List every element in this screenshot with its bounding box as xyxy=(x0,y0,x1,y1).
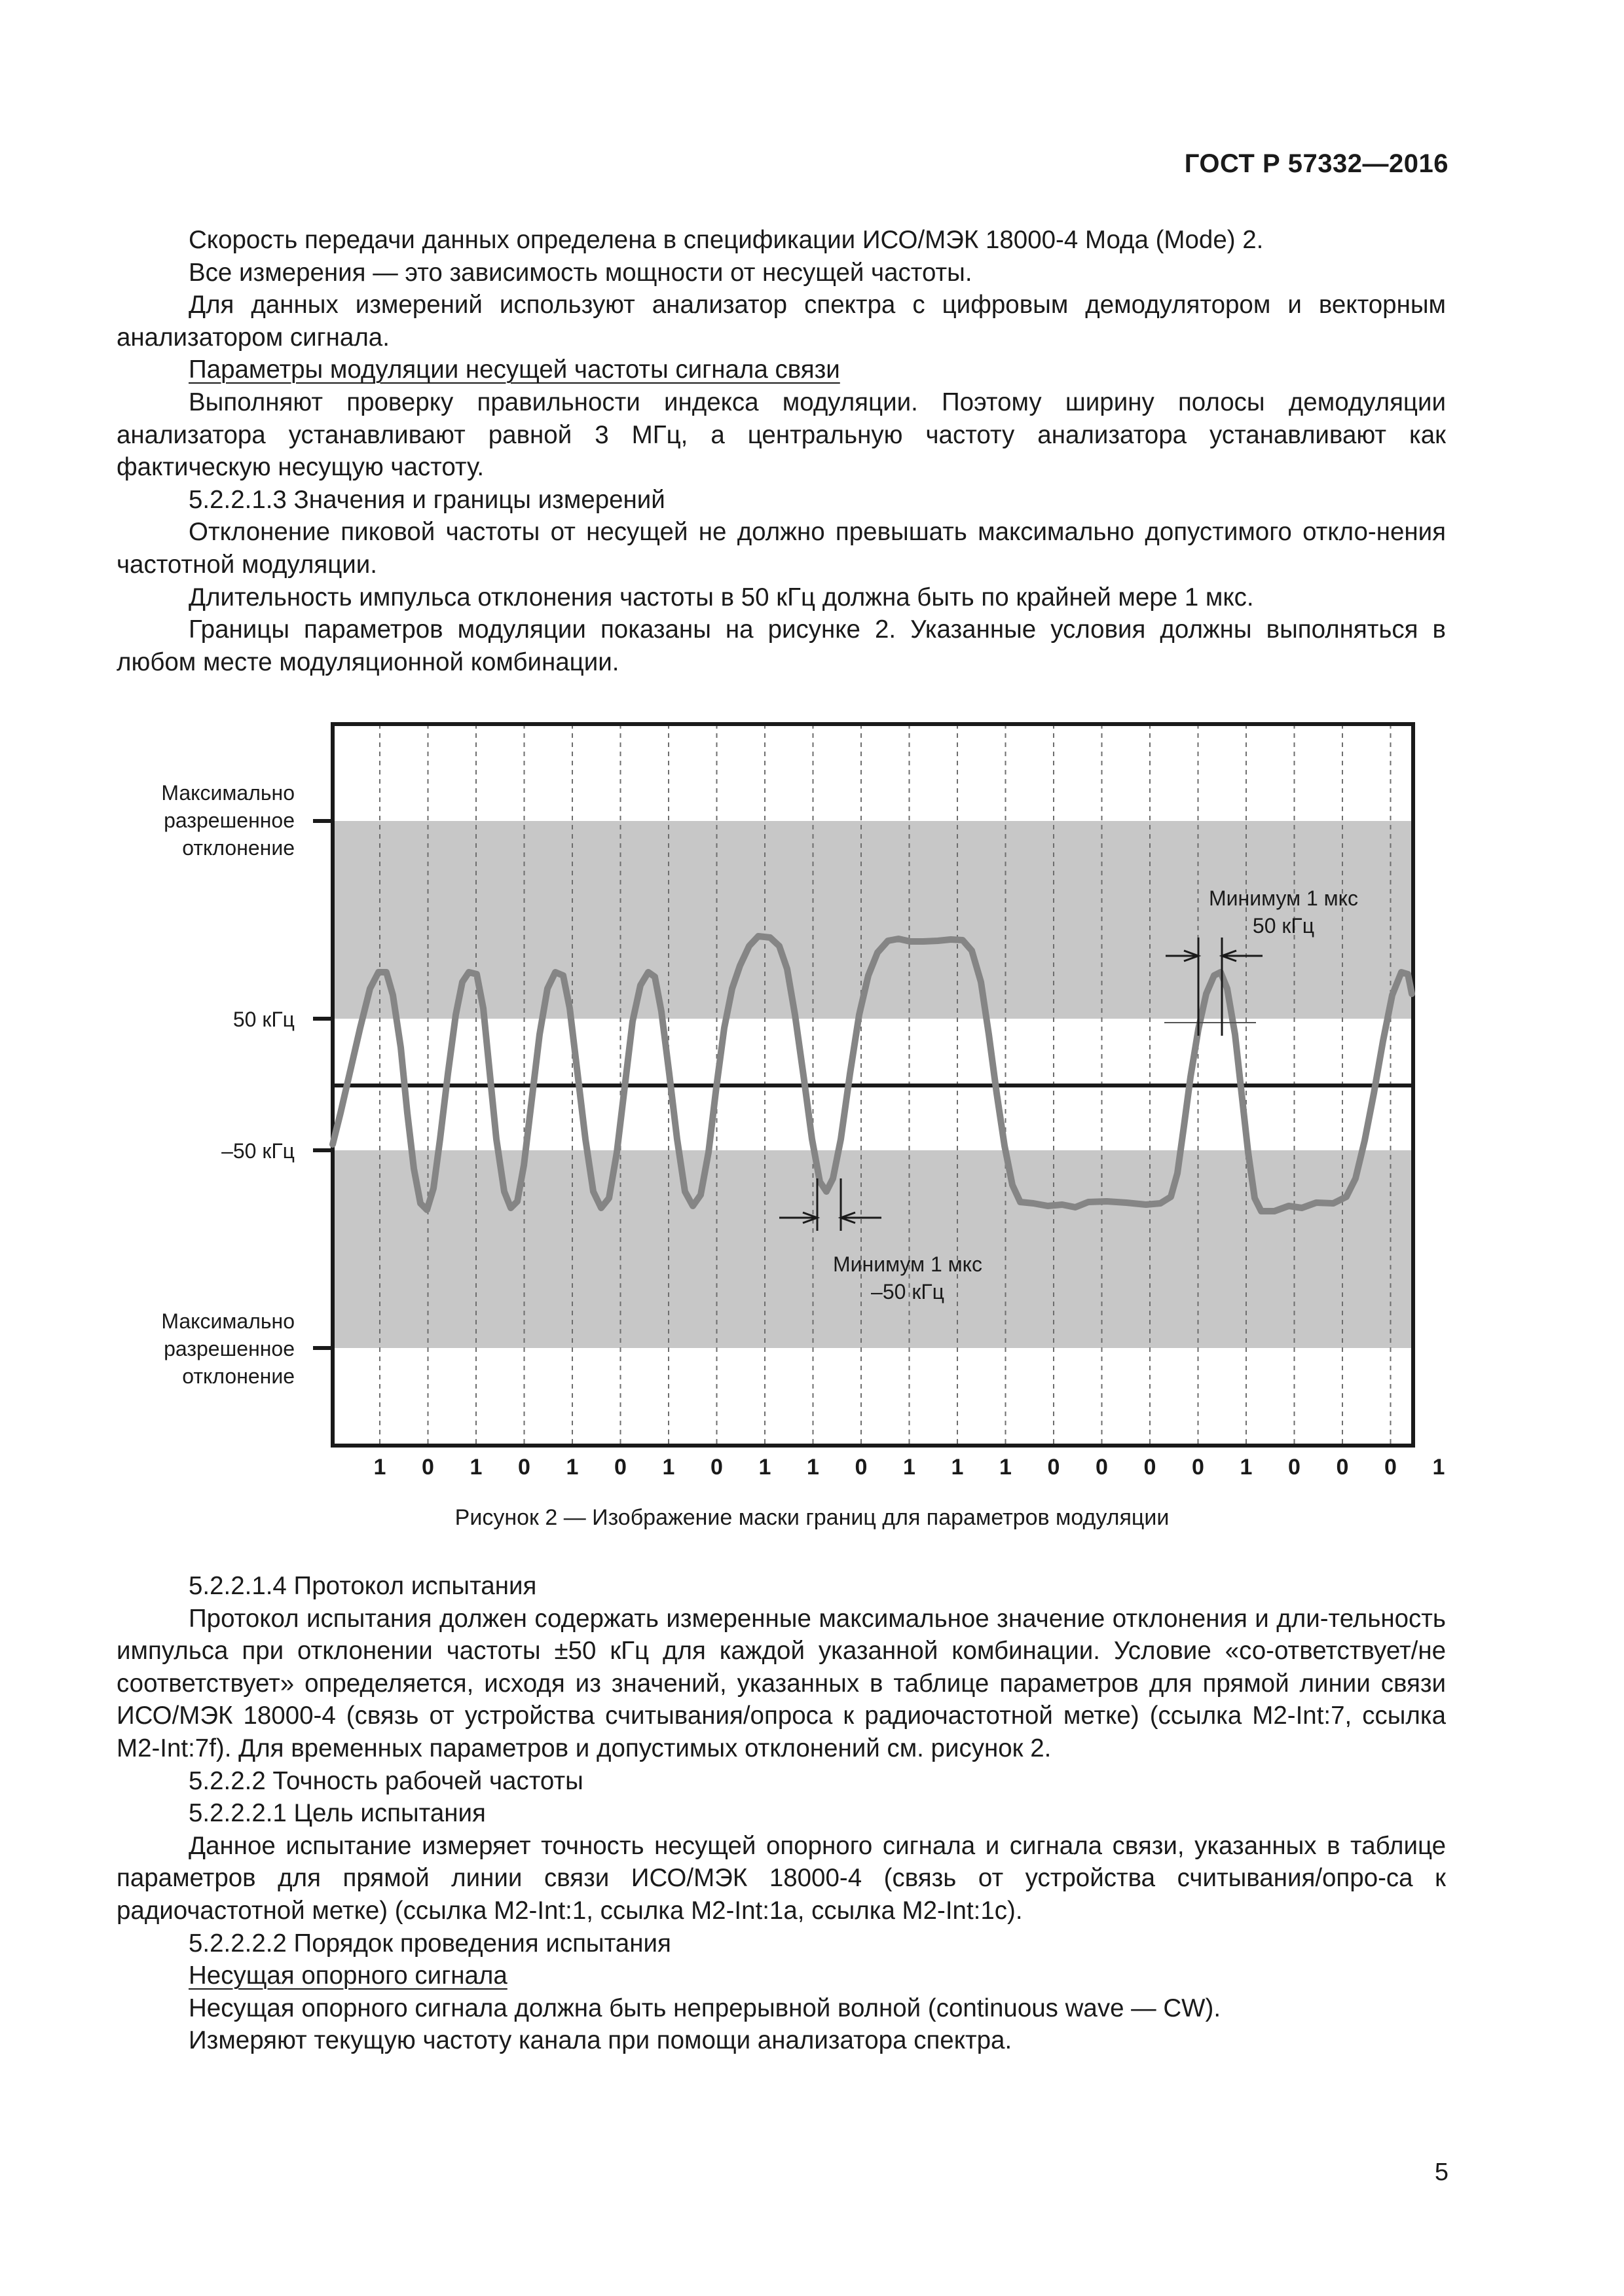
bit-label: 0 xyxy=(855,1455,868,1480)
bit-label: 1 xyxy=(807,1455,819,1480)
paragraph-text: Несущая опорного сигнала xyxy=(189,1961,507,1990)
annotation-bottom-line1: Минимум 1 мкс xyxy=(832,1252,983,1276)
paragraph-text: Длительность импульса отклонения частоты в 50 кГц должна быть по крайней мере 1 мкс. xyxy=(189,583,1254,611)
label-max-top-1: Максимально xyxy=(161,781,295,805)
paragraph xyxy=(117,354,1446,386)
paragraph xyxy=(117,386,1446,484)
paragraph xyxy=(117,289,1446,354)
paragraph-text: Данное испытание измеряет точность несущей опорного сигнала и сигнала связи, указанных в таблице параметров для прямой линии связи ИСО/МЭК 18000-4 (связь от устройства считывания/опро-са к радиочастотной метке) (ссылка M2-Int:1, ссылка M2-Int:1a, ссылка M2-Int:1c). xyxy=(117,1831,1446,1925)
bit-label: 0 xyxy=(1192,1455,1204,1480)
bit-label: 0 xyxy=(710,1455,723,1480)
bit-label: 0 xyxy=(1336,1455,1349,1480)
paragraph-text: Отклонение пиковой частоты от несущей не должно превышать максимально допустимого откло-нения частотной модуляции. xyxy=(117,518,1446,579)
label-max-top-3: отклонение xyxy=(182,836,295,860)
paragraph xyxy=(117,484,1446,517)
modulation-mask-figure xyxy=(0,707,1624,1558)
bit-label: 0 xyxy=(422,1455,434,1480)
text-block-top xyxy=(117,224,1446,678)
paragraph xyxy=(117,1765,1446,1798)
paragraph xyxy=(117,581,1446,614)
paragraph-text: Границы параметров модуляции показаны на рисунке 2. Указанные условия должны выполняться в любом месте модуляционной комбинации. xyxy=(117,615,1446,676)
label-minus50khz: –50 кГц xyxy=(221,1139,295,1163)
paragraph xyxy=(117,516,1446,581)
label-max-bottom-3: отклонение xyxy=(182,1364,295,1388)
label-50khz: 50 кГц xyxy=(232,1008,295,1031)
bit-label: 0 xyxy=(1384,1455,1397,1480)
paragraph-text: 5.2.2.2.1 Цель испытания xyxy=(189,1799,486,1828)
label-max-bottom-2: разрешенное xyxy=(164,1337,295,1360)
paragraph-text: Скорость передачи данных определена в спецификации ИСО/МЭК 18000-4 Мода (Mode) 2. xyxy=(189,226,1264,254)
paragraph xyxy=(117,2024,1446,2057)
paragraph xyxy=(117,613,1446,678)
bit-label: 0 xyxy=(1047,1455,1060,1480)
bit-label: 1 xyxy=(903,1455,915,1480)
label-max-bottom-1: Максимально xyxy=(161,1309,295,1333)
paragraph xyxy=(117,1570,1446,1603)
paragraph-text: Для данных измерений используют анализатор спектра с цифровым демодулятором и векторным анализатором сигнала. xyxy=(117,291,1446,352)
paragraph-text: Несущая опорного сигнала должна быть непрерывной волной (continuous wave — CW). xyxy=(189,1994,1221,2022)
paragraph-text: Параметры модуляции несущей частоты сигнала связи xyxy=(189,355,840,384)
label-max-top-2: разрешенное xyxy=(164,809,295,832)
figure-caption: Рисунок 2 — Изображение маски границ для параметров модуляции xyxy=(454,1505,1170,1530)
modulation-mask-diagram xyxy=(0,707,1624,1558)
paragraph xyxy=(117,1992,1446,2025)
paragraph xyxy=(117,1830,1446,1927)
paragraph-text: Выполняют проверку правильности индекса модуляции. Поэтому ширину полосы демодуляции анализатора устанавливают равной 3 МГц, а центральную частоту анализатора устанавливают как фактическую несущую частоту. xyxy=(117,388,1446,482)
bit-sequence xyxy=(374,1455,1445,1480)
bit-label: 1 xyxy=(470,1455,483,1480)
page-number: 5 xyxy=(1434,2159,1449,2186)
paragraph xyxy=(117,1959,1446,1992)
paragraph-text: Протокол испытания должен содержать измеренные максимальное значение отклонения и дли-тельность импульса при отклонении частоты ±50 кГц для каждой указанной комбинации. Условие «со-ответствует/не соответствует» определяется, исходя из значений, указанных в таблице параметров для прямой линии связи ИСО/МЭК 18000-4 (связь от устройства считывания/опроса к радиочастотной метке) (ссылка M2-Int:7, ссылка M2-Int:7f). Для временных параметров и допустимых отклонений см. рисунок 2. xyxy=(117,1604,1446,1762)
annotation-top-line2: 50 кГц xyxy=(1252,914,1315,938)
bit-label: 1 xyxy=(758,1455,771,1480)
text-block-bottom xyxy=(117,1570,1446,2057)
standard-header: ГОСТ Р 57332—2016 xyxy=(1184,149,1449,178)
paragraph xyxy=(117,224,1446,257)
paragraph xyxy=(117,1797,1446,1830)
bit-label: 1 xyxy=(951,1455,964,1480)
bit-label: 0 xyxy=(1096,1455,1108,1480)
paragraph-text: Все измерения — это зависимость мощности от несущей частоты. xyxy=(189,258,972,287)
paragraph-text: Измеряют текущую частоту канала при помощи анализатора спектра. xyxy=(189,2026,1012,2055)
annotation-top-line1: Минимум 1 мкс xyxy=(1208,886,1359,910)
bit-label: 1 xyxy=(662,1455,675,1480)
paragraph xyxy=(117,1927,1446,1960)
bit-label: 0 xyxy=(1143,1455,1156,1480)
bit-label: 1 xyxy=(999,1455,1012,1480)
paragraph xyxy=(117,1603,1446,1765)
bit-label: 0 xyxy=(1288,1455,1301,1480)
bit-label: 0 xyxy=(518,1455,530,1480)
paragraph-text: 5.2.2.2.2 Порядок проведения испытания xyxy=(189,1929,671,1958)
bit-label: 1 xyxy=(1432,1455,1445,1480)
paragraph xyxy=(117,257,1446,289)
paragraph-text: 5.2.2.1.3 Значения и границы измерений xyxy=(189,485,665,514)
bit-label: 1 xyxy=(1240,1455,1253,1480)
allowed-band-upper xyxy=(333,821,1413,1019)
bit-label: 0 xyxy=(614,1455,627,1480)
bit-label: 1 xyxy=(373,1455,386,1480)
annotation-bottom-line2: –50 кГц xyxy=(871,1280,944,1303)
paragraph-text: 5.2.2.1.4 Протокол испытания xyxy=(189,1572,537,1600)
paragraph-text: 5.2.2.2 Точность рабочей частоты xyxy=(189,1766,583,1795)
bit-label: 1 xyxy=(566,1455,579,1480)
